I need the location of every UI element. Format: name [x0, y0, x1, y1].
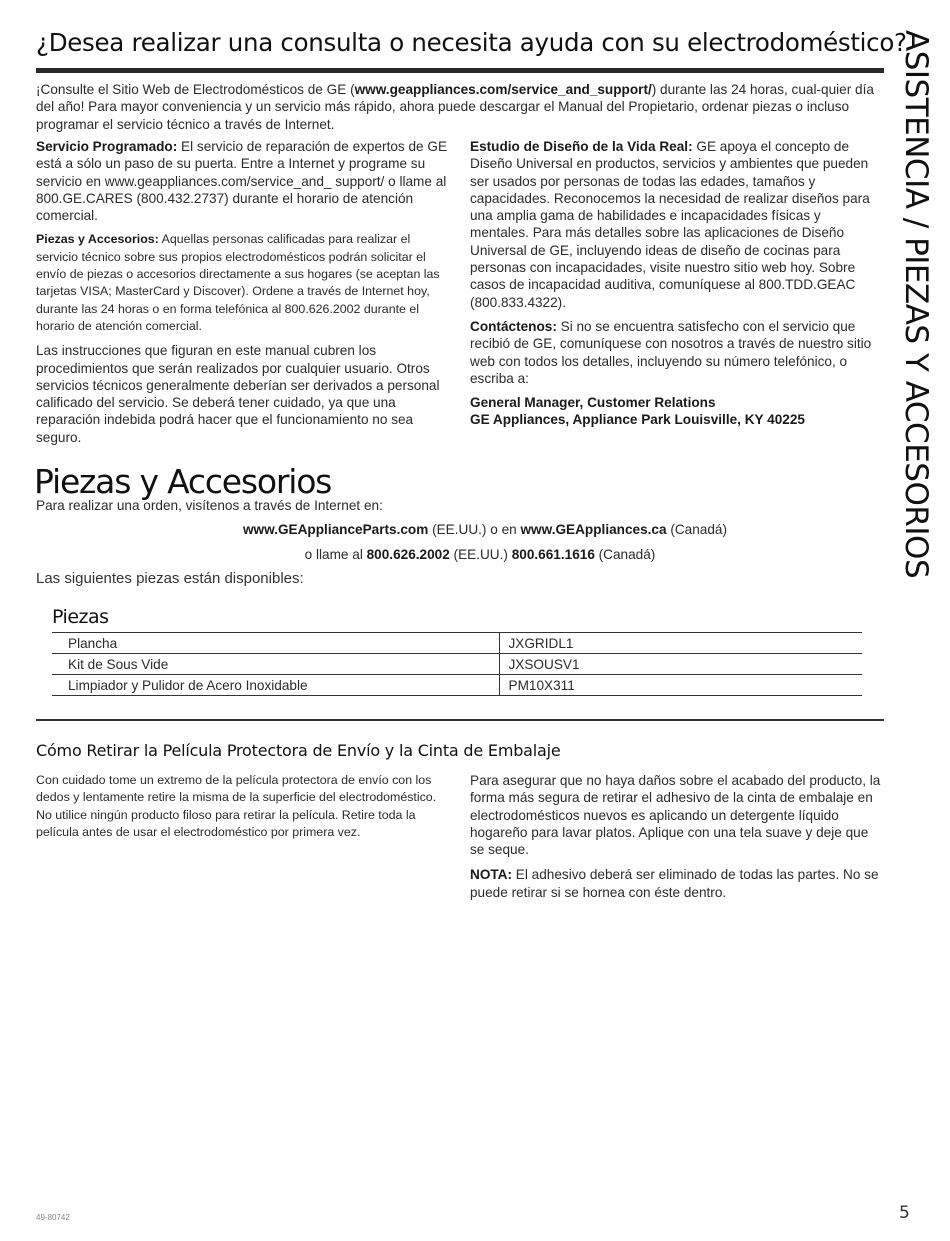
- contactenos-text: Si no se encuentra satisfecho con el servicio que recibió de GE, comuníquese con nosotros a través de nuestro sitio web con todos los detalles, incluyendo su número telefónico, o escriba a:: [470, 318, 872, 386]
- part-number: JXGRIDL1: [499, 633, 862, 654]
- table-row: [52, 633, 862, 654]
- instrucciones-paragraph: Las instrucciones que figuran en este manual cubren los procedimientos que serán realizados por cualquier usuario. Otros servicios técnicos generalmente deberían ser derivados a personal calificado del servicio. Se deberá tener cuidado, ya que una reparación indebida podrá hacer que el funcionamiento no sea seguro.: [36, 343, 440, 445]
- section-side-tab: ASISTENCIA / PIEZAS Y ACCESORIOS: [898, 30, 934, 579]
- web-ca-suffix: (Canadá): [666, 522, 727, 537]
- servicio-programado-label: Servicio Programado:: [36, 139, 178, 154]
- phone-line: [0, 546, 950, 563]
- part-number: JXSOUSV1: [499, 654, 862, 675]
- film-removal-heading: Cómo Retirar la Película Protectora de Envío y la Cinta de Embalaje: [36, 741, 561, 760]
- intro-paragraph: [36, 81, 884, 133]
- web-us-suffix: (EE.UU.) o en: [428, 522, 521, 537]
- phone-us-suffix: (EE.UU.): [449, 547, 512, 562]
- part-name: Plancha: [52, 633, 499, 654]
- film-left-paragraph: Con cuidado tome un extremo de la película protectora de envío con los dedos y lentamente retire la misma de la superficie del electrodoméstico. No utilice ningún producto filoso para retirar la película. Retire toda la película antes de usar el electrodoméstico por primera vez.: [36, 773, 437, 839]
- estudio-diseno-label: Estudio de Diseño de la Vida Real:: [470, 139, 693, 154]
- phone-us: 800.626.2002: [366, 547, 450, 562]
- parts-heading: Piezas y Accesorios: [34, 462, 332, 501]
- film-left-column: [36, 772, 454, 849]
- nota-paragraph: [470, 866, 882, 901]
- part-number: PM10X311: [499, 675, 862, 696]
- film-right-paragraph: Para asegurar que no haya daños sobre el acabado del producto, la forma más segura de retirar el adhesivo de la cinta de embalaje en electrodomésticos nuevos es aplicando un detergente líquido hogareño para lavar platos. Aplique con una tela suave y deje que se seque.: [470, 773, 881, 858]
- section-divider: [36, 719, 884, 721]
- order-text: Para realizar una orden, visítenos a través de Internet en:: [36, 498, 383, 513]
- contactenos-paragraph: [470, 318, 882, 387]
- table-row: [52, 654, 862, 675]
- title-rule: [36, 68, 884, 73]
- piezas-accesorios-label: Piezas y Accesorios:: [36, 232, 159, 247]
- address-line-1: General Manager, Customer Relations: [470, 395, 716, 411]
- intro-text-before: ¡Consulte el Sitio Web de Electrodomésticos de GE (: [36, 82, 355, 97]
- intro-text-after: ) durante las 24 horas, cual-quier día del año! Para mayor conveniencia y un servicio más rápido, ahora puede descargar el Manual del Propietario, ordenar piezas o incluso programar el servicio técnico a través de Internet.: [36, 82, 874, 132]
- nota-text: El adhesivo deberá ser eliminado de todas las partes. No se puede retirar si se hornea con éste dentro.: [470, 867, 879, 900]
- right-column: [470, 138, 882, 429]
- address-line-2: GE Appliances, Appliance Park Louisville, KY 40225: [470, 412, 805, 428]
- contactenos-label: Contáctenos:: [470, 318, 557, 334]
- nota-label: NOTA:: [470, 867, 513, 883]
- support-url: www.geappliances.com/service_and_support/: [354, 82, 652, 97]
- available-parts-text: Las siguientes piezas están disponibles:: [36, 570, 304, 587]
- estudio-diseno-text: GE apoya el concepto de Diseño Universal en productos, servicios y ambientes que pueden ser usados por personas de todas las edades, tamaños y capacidades. Reconocemos la necesidad de realizar diseños para una amplia gama de habilidades e incapacidades físicas y mentales. Para más detalles sobre las aplicaciones de Diseño Universal de GE, incluyendo ideas de diseño de cocinas para personas con incapacidades, visite nuestro sitio web hoy. Sobre casos de incapacidad auditiva, comuníquese al 800.TDD.GEAC (800.833.4322).: [470, 139, 870, 310]
- phone-ca: 800.661.1616: [511, 547, 595, 562]
- document-code: 49-80742: [36, 1213, 70, 1222]
- parts-table-heading: Piezas: [52, 606, 109, 628]
- part-name: Limpiador y Pulidor de Acero Inoxidable: [52, 675, 499, 696]
- servicio-programado-paragraph: [36, 138, 454, 224]
- table-row: [52, 675, 862, 696]
- piezas-accesorios-paragraph: [36, 231, 454, 335]
- page-title: ¿Desea realizar una consulta o necesita ayuda con su electrodoméstico?: [36, 28, 907, 57]
- estudio-diseno-paragraph: [470, 138, 882, 311]
- servicio-programado-text: El servicio de reparación de expertos de GE está a sólo un paso de su puerta. Entre a Internet y programe su servicio en www.geappliances.com/service_and_ support/ o llame al 800.GE.CARES (800.432.2737) durante el horario de atención comercial.: [36, 139, 448, 224]
- web-links-line: [0, 521, 950, 538]
- page-number: 5: [899, 1203, 910, 1223]
- parts-website-us: www.GEApplianceParts.com: [242, 522, 429, 537]
- phone-ca-suffix: (Canadá): [594, 547, 656, 562]
- parts-table: [52, 632, 862, 696]
- left-column: [36, 138, 454, 453]
- piezas-accesorios-text: Aquellas personas calificadas para realizar el servicio técnico sobre sus propios electrodomésticos podrán solicitar el envío de piezas o accesorios directamente a sus hogares (se aceptan las tarjetas VISA; MasterCard y Discover). Ordene a través de Internet hoy, durante las 24 horas o en forma telefónica al 800.626.2002 durante el horario de atención comercial.: [36, 232, 440, 333]
- film-right-column: [470, 772, 882, 909]
- call-prefix: o llame al: [304, 547, 367, 562]
- part-name: Kit de Sous Vide: [52, 654, 499, 675]
- parts-website-ca: www.GEAppliances.ca: [520, 522, 667, 537]
